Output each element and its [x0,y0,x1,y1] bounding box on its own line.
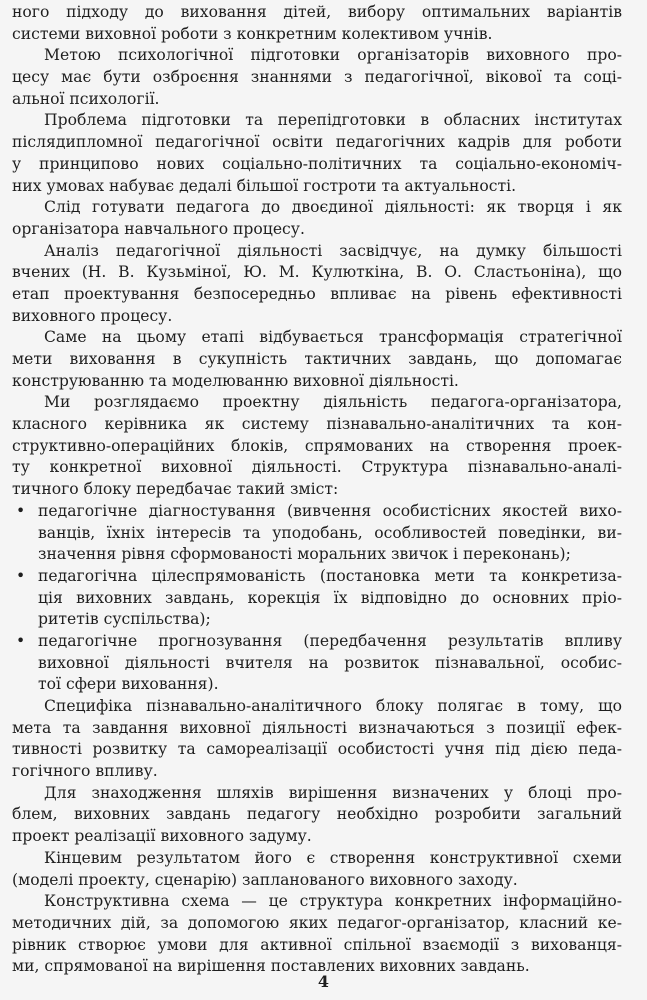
text-line: організатора навчального процесу. [12,219,305,238]
bullet-item [12,501,622,566]
bullet-list [12,501,622,696]
text-line: виховної діяльності вчителя на розвиток пізнавальної, особис- [38,653,622,672]
text-line: Проблема підготовки та перепідготовки в обласних інститутах [44,111,622,130]
text-line: гогічного впливу. [12,762,158,781]
text-line: конструюванню та моделюванню виховної діяльності. [12,371,459,390]
text-line: виховного процесу. [12,306,173,325]
text-line: класного керівника як систему пізнавально-аналітичних та кон- [12,415,622,434]
text-line: блем, виховних завдань педагогу необхідно розробити загальний [12,805,622,824]
text-line: Кінцевим результатом його є створення конструктивної схеми [44,848,622,867]
text-line: післядипломної педагогічної освіти педагогічних кадрів для роботи [12,133,622,152]
text-line: Метою психологічної підготовки організаторів виховного про- [44,46,622,65]
text-line: ту конкретної виховної діяльності. Структура пізнавально-аналі- [12,458,622,477]
text-line: Аналіз педагогічної діяльності засвідчує, на думку більшості [44,241,622,260]
text-line: тої сфери виховання). [38,675,219,694]
text-line: ми, спрямованої на вирішення поставлених виховних завдань. [12,957,530,976]
text-line: ного підходу до виховання дітей, вибору оптимальних варіантів [12,3,622,21]
text-line: альної психології. [12,89,160,108]
text-line: педагогічне прогнозування (передбачення результатів впливу [38,631,622,650]
paragraph [12,392,622,500]
text-line: мети виховання в сукупність тактичних завдань, що допомагає [12,350,622,368]
text-line: Для знаходження шляхів вирішення визначених у блоці про- [44,783,622,802]
bullet-item [12,631,622,696]
text-line: проект реалізації виховного задуму. [12,827,312,846]
text-line: рівник створює умови для активної спільної взаємодії з вихованця- [12,935,622,954]
bullet-icon: • [16,566,26,585]
text-line: етап проектування безпосередньо впливає на рівень ефективності [12,284,622,303]
bullet-icon: • [16,501,26,520]
text-line: Саме на цьому етапі відбувається трансформація стратегічної [44,328,622,347]
text-line: них умовах набуває дедалі більшої гостроти та актуальності. [12,176,517,195]
text-line: методичних дій, за допомогою яких педагог-організатор, класний ке- [12,913,622,932]
text-line: педагогічне діагностування (вивчення особистісних якостей вихо- [38,501,622,520]
text-line: тичного блоку передбачає такий зміст: [12,480,339,499]
text-line: (моделі проекту, сценарію) запланованого виховного заходу. [12,870,518,889]
bullet-icon: • [16,631,26,650]
bullet-item [12,566,622,631]
text-line: структивно-операційних блоків, спрямованих на створення проек- [12,436,622,455]
text-line: ритетів суспільства); [38,610,211,629]
text-line: тивності розвитку та самореалізації особистості учня під дією педа- [12,740,622,759]
text-line: значення рівня сформованості моральних звичок і переконань); [38,545,571,564]
paragraph-continuation [12,2,622,45]
paragraph [12,45,622,110]
body-text [12,2,622,978]
paragraph [12,891,622,978]
paragraph [12,241,622,328]
text-line: ція виховних завдань, корекція їх відповідно до основних пріо- [38,588,622,607]
text-line: Ми розглядаємо проектну діяльність педагога-організатора, [44,393,622,412]
paragraph [12,696,622,783]
text-line: ванців, їхніх інтересів та уподобань, особливостей поведінки, ви- [38,523,622,542]
text-line: вчених (Н. В. Кузьміної, Ю. М. Кулюткіна, В. О. Сластьоніна), що [12,263,622,282]
text-line: Специфіка пізнавально-аналітичного блоку полягає в тому, що [44,697,622,715]
paragraph [12,110,622,197]
text-line: цесу має бути озброєння знаннями з педагогічної, вікової та соці- [12,68,622,87]
paragraph [12,783,622,848]
paragraph [12,327,622,392]
page-number: 4 [317,972,330,991]
text-line: системи виховної роботи з конкретним колективом учнів. [12,24,493,43]
paragraph [12,848,622,891]
text-line: Слід готувати педагога до двоєдиної діяльності: як творця і як [44,198,622,217]
text-line: у принципово нових соціально-політичних та соціально-економіч- [12,154,622,173]
text-line: Конструктивна схема — це структура конкретних інформаційно- [44,892,622,911]
paragraph [12,197,622,240]
text-line: педагогічна цілеспрямованість (постановка мети та конкретиза- [38,566,622,585]
text-line: мета та завдання виховної діяльності визначаються з позиції ефек- [12,718,622,737]
